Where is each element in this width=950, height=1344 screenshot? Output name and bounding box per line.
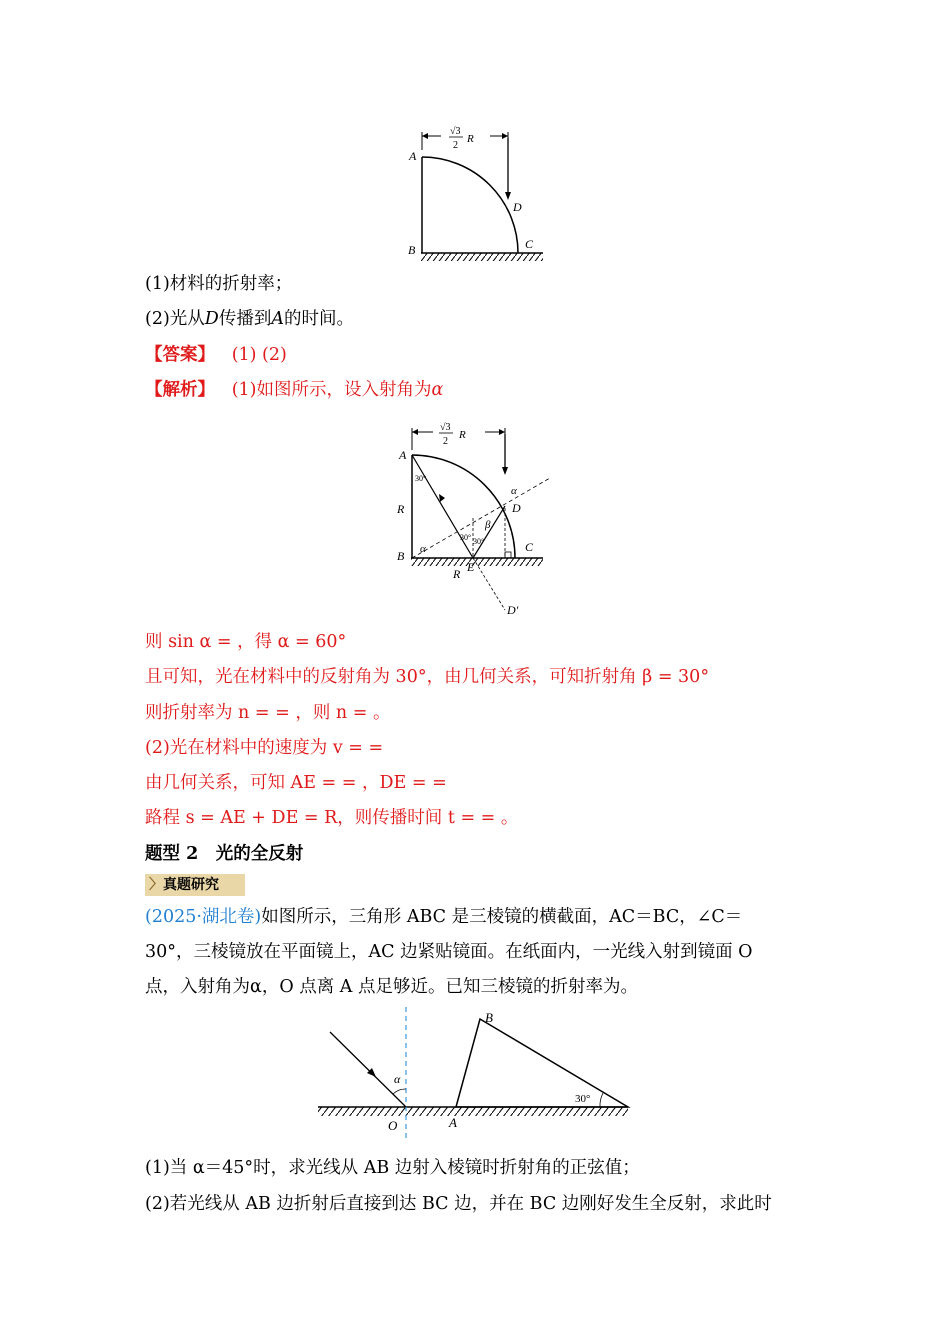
label-E: E [467,560,475,574]
solution-line-5: 由几何关系，可知 AE = = ，DE = = [145,773,447,793]
analysis-line: 【解析】 (1)如图所示，设入射角为α [145,380,444,400]
label-A: A [449,1115,457,1130]
figure-refraction-path [385,418,560,618]
subquestion-1: (1)当 α＝45°时，求光线从 AB 边射入棱镜时折射角的正弦值； [145,1158,640,1178]
label-alpha: α [394,1072,401,1086]
solution-line-6: 路程 s = AE + DE = R，则传播时间 t = = 。 [145,808,519,828]
label-alpha-top: α [511,485,517,497]
figure-quarter-circle [395,120,555,265]
problem-source: (2025·湖北卷) [145,907,262,927]
dim-2: 2 [443,436,448,447]
problem-line-2: 30°，三棱镜放在平面镜上，AC 边紧贴镜面。在纸面内，一光线入射到镜面 O [145,942,753,962]
label-C: C [525,237,534,251]
dim-2: 2 [453,140,458,151]
label-30-top: 30° [415,474,427,483]
question-1: (1)材料的折射率； [145,274,293,294]
label-R-left: R [397,502,405,516]
label-B: B [485,1010,493,1025]
subquestion-2: (2)若光线从 AB 边折射后直接到达 BC 边，并在 BC 边刚好发生全反射，求此时 [145,1194,772,1214]
label-beta: β [485,519,491,531]
solution-line-1: 则 sin α = ，得 α = 60° [145,632,347,652]
solution-line-3: 则折射率为 n = = ，则 n = 。 [145,703,391,723]
dim-sqrt3: √3 [440,422,451,433]
label-B: B [397,549,405,563]
solution-line-2: 且可知，光在材料中的反射角为 30°，由几何关系，可知折射角 β = 30° [145,667,710,687]
label-D: D [513,200,522,214]
problem-line-1: (2025·湖北卷)如图所示，三角形 ABC 是三棱镜的横截面，AC＝BC，∠C＝ [145,907,743,927]
label-D-prime: D′ [507,603,519,617]
chevron-icon: 〉 [149,877,163,893]
dim-sqrt3: √3 [450,126,461,137]
answer-text: (1) (2) [231,345,287,365]
section-tag: 〉真题研究 [145,874,245,896]
label-A: A [399,448,407,462]
dim-R: R [459,429,466,441]
solution-line-4: (2)光在材料中的速度为 v = = [145,738,384,758]
analysis-label: 【解析】 [145,380,215,400]
label-30-e1: 30° [460,533,472,542]
answer-label: 【答案】 [145,345,215,365]
answer-line [145,343,287,367]
label-D: D [512,501,521,515]
label-30-e2: 30° [473,537,485,546]
label-O: O [388,1118,398,1133]
label-30: 30° [575,1093,591,1105]
section-title: 题型 2 光的全反射 [145,844,304,864]
label-B: B [408,243,416,257]
label-R-bottom: R [453,567,461,581]
label-alpha-bottom: α [420,543,426,555]
figure-prism [310,1005,640,1145]
dim-R: R [467,133,474,145]
problem-line-3: 点，入射角为α，O 点离 A 点足够近。已知三棱镜的折射率为。 [145,977,638,997]
label-A: A [409,149,417,163]
label-C: C [525,540,534,554]
question-2: (2)光从D传播到A的时间。 [145,309,354,329]
